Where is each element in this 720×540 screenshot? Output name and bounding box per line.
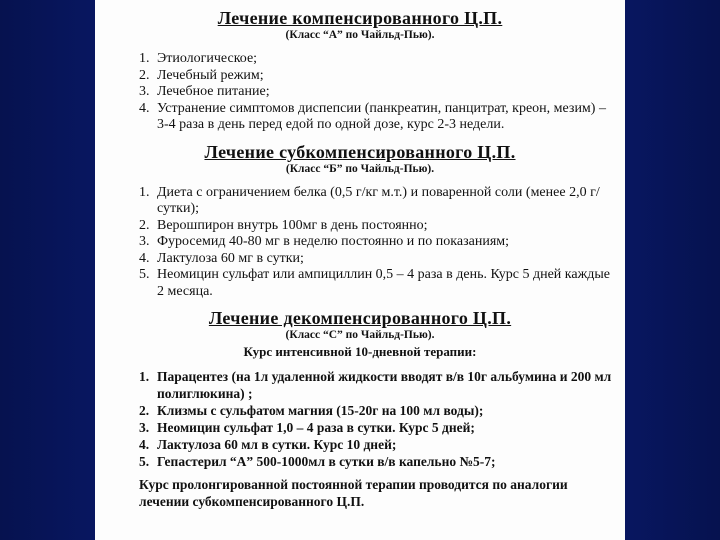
course-heading: Курс интенсивной 10-дневной терапии:: [243, 344, 477, 359]
section-title: Лечение декомпенсированного Ц.П.: [208, 308, 512, 328]
list-item: 1. Этиологическое;: [139, 51, 258, 66]
spacer: [95, 134, 625, 142]
list-item: 3. Фуросемид 40-80 мг в неделю постоянно и по показаниям;: [139, 234, 510, 249]
list-item: 3. Неомицин сульфат 1,0 – 4 раза в сутки. Курс 5 дней;: [139, 420, 475, 435]
list-item: 2. Клизмы с сульфатом магния (15-20г на 100 мл воды);: [139, 403, 484, 418]
list-item: 4. Лактулоза 60 мг в сутки;: [139, 250, 304, 266]
list-item: 4. Лактулоза 60 мл в сутки. Курс 10 дней;: [139, 437, 397, 452]
treatment-list: [95, 51, 625, 134]
document-page: [95, 0, 625, 540]
section-subtitle: (Класс “А” по Чайльд-Пью).: [285, 29, 435, 41]
list-item: 1. Диета с ограничением белка (0,5 г/кг м.т.) и поваренной соли (менее 2,0 г/сутки);: [139, 184, 600, 216]
list-item: 5. Неомицин сульфат или ампициллин 0,5 – 4 раза в день. Курс 5 дней каждые 2 месяца.: [139, 267, 611, 299]
list-item: 2. Верошпирон внутрь 100мг в день постоянно;: [139, 217, 428, 233]
closing-note: Курс пролонгированной постоянной терапии проводится по аналогии лечении субкомпенсированного Ц.П.: [139, 477, 568, 509]
section-compensated: [95, 8, 625, 134]
section-title: Лечение субкомпенсированного Ц.П.: [204, 141, 516, 162]
section-title: Лечение компенсированного Ц.П.: [217, 8, 503, 28]
list-item: 3. Лечебное питание;: [139, 84, 270, 99]
spacer: [95, 300, 625, 308]
section-decompensated: [95, 308, 625, 470]
treatment-list: [95, 368, 625, 470]
list-item: 2. Лечебный режим;: [139, 67, 264, 83]
treatment-list: [95, 185, 625, 301]
section-subtitle: (Класс “Б” по Чайльд-Пью).: [285, 162, 435, 175]
section-subcompensated: [95, 142, 625, 301]
section-subtitle: (Класс “С” по Чайльд-Пью).: [285, 329, 435, 341]
list-item: 5. Гепастерил “А” 500-1000мл в сутки в/в капельно №5-7;: [139, 454, 496, 469]
list-item: 4. Устранение симптомов диспепсии (панкреатин, панцитрат, креон, мезим) – 3-4 раза в день перед едой по одной дозе, курс 2-3 недели.: [139, 100, 606, 132]
list-item: 1. Парацентез (на 1л удаленной жидкости вводят в/в 10г альбумина и 200 мл полиглюкина) ;: [139, 369, 612, 401]
